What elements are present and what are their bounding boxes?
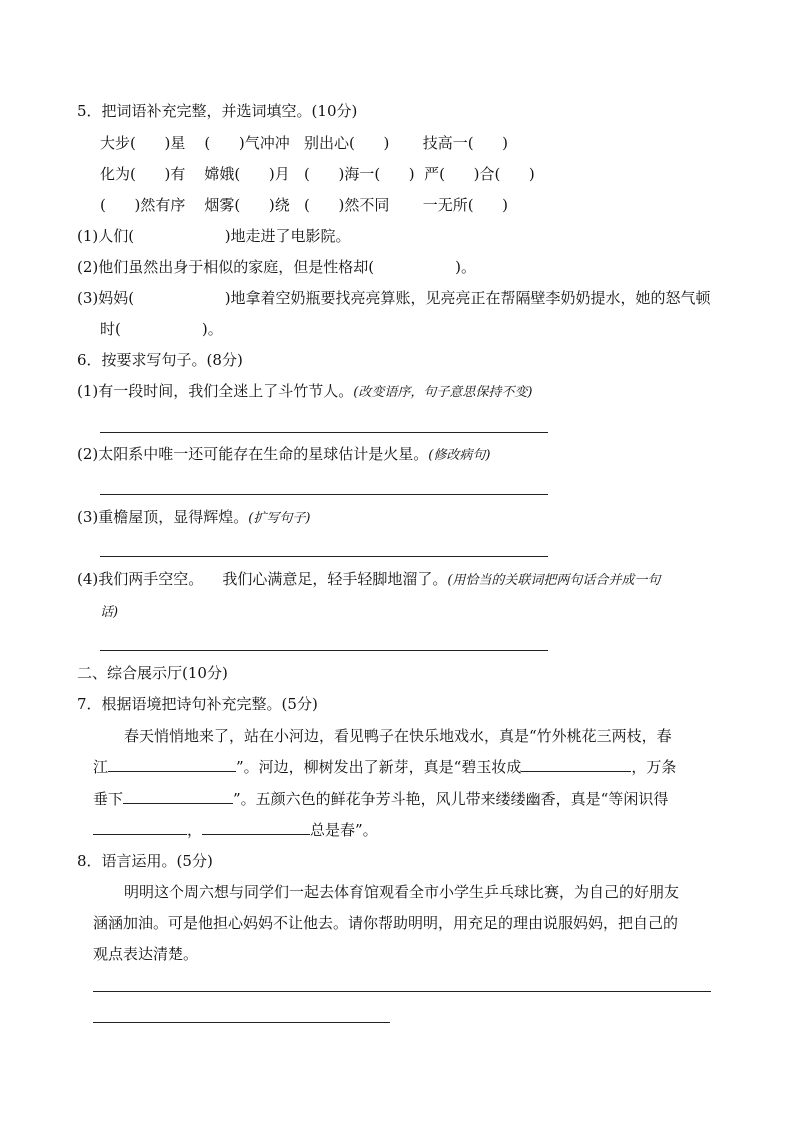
q6-item-3-text: (3)重檐屋顶，显得辉煌。: [77, 508, 249, 526]
q5-word-row-1: 大步( )星 ( )气冲冲 别出心( ) 技高一( ): [100, 134, 509, 152]
q6-item-1: [77, 381, 532, 403]
poem-blank-1[interactable]: [108, 757, 236, 772]
poem-blank-2[interactable]: [521, 757, 631, 772]
q5-word-row-3: ( )然有序 烟雾( )绕 ( )然不同 一无所( ): [100, 196, 509, 214]
q7-text: ，: [187, 821, 203, 839]
q6-item-3-note: (扩写句子): [248, 511, 311, 526]
q7-paragraph-line-1: 春天悄悄地来了，站在小河边，看见鸭子在快乐地戏水，真是“竹外桃花三两枝，春: [124, 727, 672, 745]
q6-item-4-note-cont: 话): [100, 605, 119, 620]
q6-item-2: [77, 444, 490, 466]
q7-text: 垂下: [93, 790, 124, 808]
answer-line[interactable]: [100, 556, 548, 557]
q6-item-4-text: (4)我们两手空空。 我们心满意足，轻手轻脚地溜了。: [77, 570, 448, 588]
answer-line[interactable]: [100, 494, 548, 495]
q6-item-1-note: (改变语序，句子意思保持不变): [353, 385, 533, 400]
q7-text: ”。五颜六色的鲜花争芳斗艳，风儿带来缕缕幽香，真是“等闲识得: [233, 790, 669, 808]
q7-text: 总是春”。: [310, 821, 378, 839]
poem-blank-3[interactable]: [123, 789, 233, 804]
q8-paragraph-line-1: 明明这个周六想与同学们一起去体育馆观看全市小学生乒乓球比赛，为自己的好朋友: [124, 883, 680, 901]
q5-sentence-3-cont: 时( )。: [100, 320, 223, 338]
q5-sentence-3: (3)妈妈( )地拿着空奶瓶要找亮亮算账，见亮亮正在帮隔壁李奶奶提水，她的怒气顿: [77, 289, 711, 307]
q7-paragraph-line-4: [93, 820, 378, 840]
q7-paragraph-line-3: [93, 789, 668, 809]
q7-paragraph-line-2: [93, 757, 676, 777]
q5-sentence-1: (1)人们( )地走进了电影院。: [77, 227, 351, 245]
q7-text: ”。河边，柳树发出了新芽，真是“碧玉妆成: [236, 758, 522, 776]
q8-paragraph-line-2: 涵涵加油。可是他担心妈妈不让他去。请你帮助明明，用充足的理由说服妈妈，把自己的: [93, 914, 679, 932]
q5-word-row-2: 化为( )有 嫦娥( )月 ( )海一( ) 严( )合( ): [100, 165, 535, 183]
section-2-title: 二、综合展示厅(10分): [77, 664, 228, 682]
q7-text: ，万条: [631, 758, 677, 776]
q5-title: 5．把词语补充完整，并选词填空。(10分): [77, 102, 358, 120]
q6-item-4-note: (用恰当的关联词把两句话合并成一句: [447, 573, 661, 588]
q5-sentence-2: (2)他们虽然出身于相似的家庭，但是性格却( )。: [77, 258, 477, 276]
poem-blank-5[interactable]: [202, 820, 310, 835]
q6-item-2-text: (2)太阳系中唯一还可能存在生命的星球估计是火星。: [77, 445, 429, 463]
q6-item-4: [77, 569, 660, 591]
answer-line[interactable]: [100, 432, 548, 433]
q6-item-3: [77, 507, 310, 529]
q6-title: 6．按要求写句子。(8分): [77, 351, 243, 369]
poem-blank-4[interactable]: [93, 820, 187, 835]
q7-title: 7．根据语境把诗句补充完整。(5分): [77, 695, 318, 713]
q6-item-1-text: (1)有一段时间，我们全迷上了斗竹节人。: [77, 382, 354, 400]
answer-line[interactable]: [93, 1022, 390, 1023]
q8-paragraph-line-3: 观点表达清楚。: [93, 945, 199, 963]
q7-text: 江: [93, 758, 109, 776]
q8-title: 8．语言运用。(5分): [77, 852, 213, 870]
q6-item-2-note: (修改病句): [428, 448, 491, 463]
answer-line[interactable]: [100, 650, 548, 651]
answer-line[interactable]: [93, 991, 711, 992]
